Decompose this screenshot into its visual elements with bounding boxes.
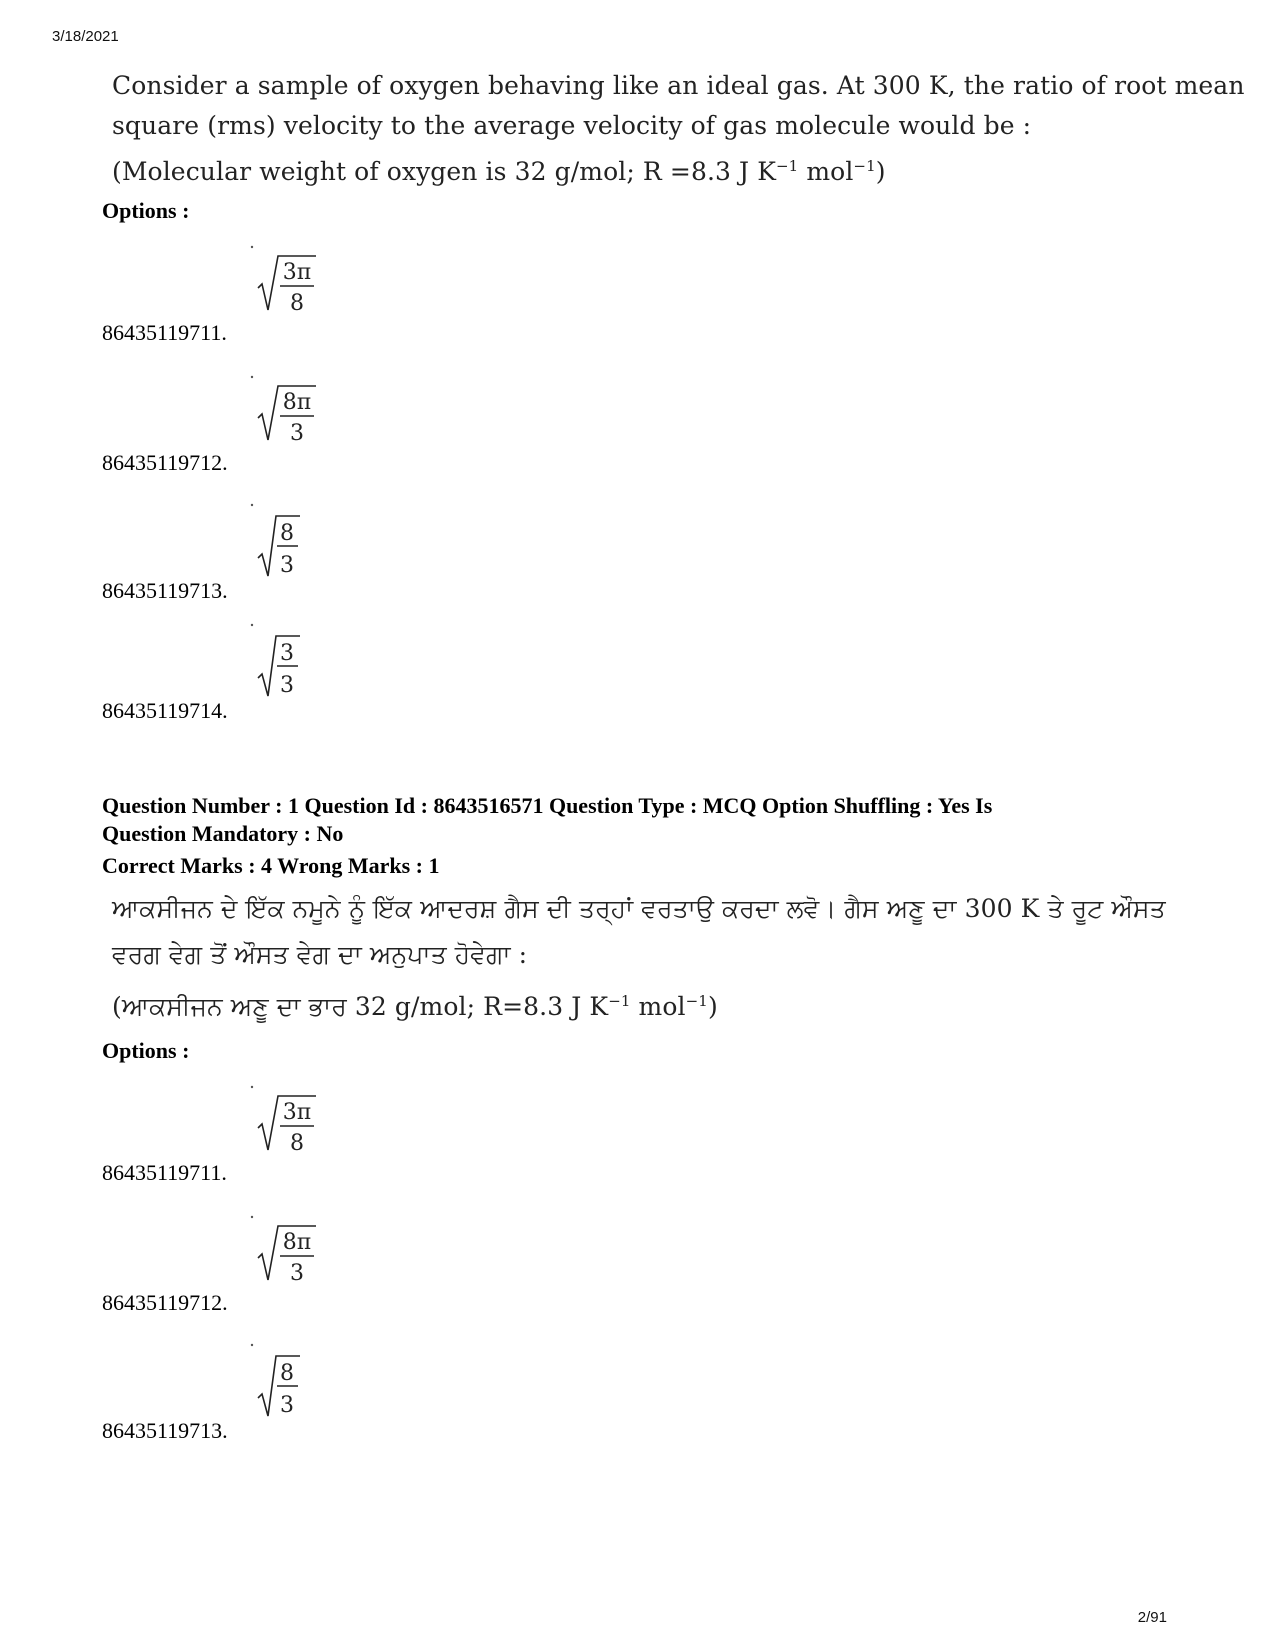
denominator: 3 — [290, 1261, 304, 1286]
option-id: 86435119711. — [102, 1160, 227, 1185]
formula-text: ) — [707, 992, 718, 1021]
denominator: 3 — [280, 553, 294, 578]
sqrt-fraction — [248, 1214, 318, 1294]
dot — [251, 376, 253, 378]
denominator: 8 — [290, 291, 304, 316]
option-id: 86435119714. — [102, 698, 228, 723]
numerator: 8 — [280, 1361, 294, 1386]
question-line: Consider a sample of oxygen behaving like an ideal gas. At 300 K, the ratio of root mean — [112, 71, 1245, 100]
question-meta-line: Question Number : 1 Question Id : 8643516571 Question Type : MCQ Option Shuffling : Yes Is — [102, 793, 993, 818]
option-id: 86435119713. — [102, 578, 228, 603]
options-label: Options : — [102, 198, 190, 223]
denominator: 3 — [290, 421, 304, 446]
numerator: 3π — [282, 1100, 312, 1125]
sqrt-fraction — [248, 622, 318, 702]
dot — [251, 624, 253, 626]
sqrt-fraction — [248, 1342, 318, 1422]
dot — [251, 1086, 253, 1088]
options-label: Options : — [102, 1038, 190, 1063]
question-formula-line — [112, 146, 1192, 192]
option-item — [102, 244, 502, 344]
option-item — [102, 1214, 502, 1314]
question-meta-line: Question Mandatory : No — [102, 821, 344, 846]
superscript: −1 — [608, 992, 631, 1010]
question-text-punjabi — [112, 886, 1192, 1030]
formula-text: ) — [875, 157, 886, 186]
question-line: ਵਰਗ ਵੇਗ ਤੋਂ ਔਸਤ ਵੇਗ ਦਾ ਅਨੁਪਾਤ ਹੋਵੇਗਾ : — [112, 940, 528, 969]
sqrt-fraction — [248, 1084, 318, 1164]
dot — [251, 504, 253, 506]
question-marks: Correct Marks : 4 Wrong Marks : 1 — [102, 853, 440, 878]
option-item — [102, 1342, 502, 1442]
page-number: 2/91 — [1137, 1609, 1167, 1626]
numerator: 3 — [280, 641, 294, 666]
question-line: ਆਕਸੀਜਨ ਦੇ ਇੱਕ ਨਮੂਨੇ ਨੂੰ ਇੱਕ ਆਦਰਸ਼ ਗੈਸ ਦੀ ਤਰ੍ਹਾਂ ਵਰਤਾਉ ਕਰਦਾ ਲਵੋ। ਗੈਸ ਅਣੂ ਦਾ 300 K ਤੇ ਰੂਟ ਔਸਤ — [112, 894, 1166, 923]
question-text-english — [112, 66, 1245, 192]
formula-text: mol — [630, 992, 686, 1021]
superscript: −1 — [853, 157, 876, 175]
question-formula-line — [112, 978, 1192, 1030]
print-date: 3/18/2021 — [52, 28, 119, 45]
denominator: 3 — [280, 673, 294, 698]
option-item — [102, 1084, 502, 1184]
question-line: square (rms) velocity to the average velocity of gas molecule would be : — [112, 111, 1032, 140]
numerator: 8π — [282, 390, 312, 415]
option-item — [102, 374, 502, 474]
question-meta — [102, 792, 1182, 848]
option-item — [102, 622, 502, 722]
denominator: 8 — [290, 1131, 304, 1156]
option-id: 86435119711. — [102, 320, 227, 345]
sqrt-fraction — [248, 374, 318, 454]
formula-text: mol — [798, 157, 854, 186]
formula-text: (ਆਕਸੀਜਨ ਅਣੂ ਦਾ ਭਾਰ 32 g/mol; R=8.3 J K — [112, 992, 609, 1021]
option-id: 86435119712. — [102, 450, 228, 475]
option-id: 86435119712. — [102, 1290, 228, 1315]
sqrt-fraction — [248, 244, 318, 324]
numerator: 8π — [282, 1230, 312, 1255]
dot — [251, 1216, 253, 1218]
option-item — [102, 502, 502, 602]
formula-text: (Molecular weight of oxygen is 32 g/mol; R =8.3 J K — [112, 157, 776, 186]
dot — [251, 246, 253, 248]
sqrt-fraction — [248, 502, 318, 582]
denominator: 3 — [280, 1393, 294, 1418]
dot — [251, 1344, 253, 1346]
option-id: 86435119713. — [102, 1418, 228, 1443]
numerator: 3π — [282, 260, 312, 285]
numerator: 8 — [280, 521, 294, 546]
superscript: −1 — [776, 157, 799, 175]
superscript: −1 — [685, 992, 708, 1010]
